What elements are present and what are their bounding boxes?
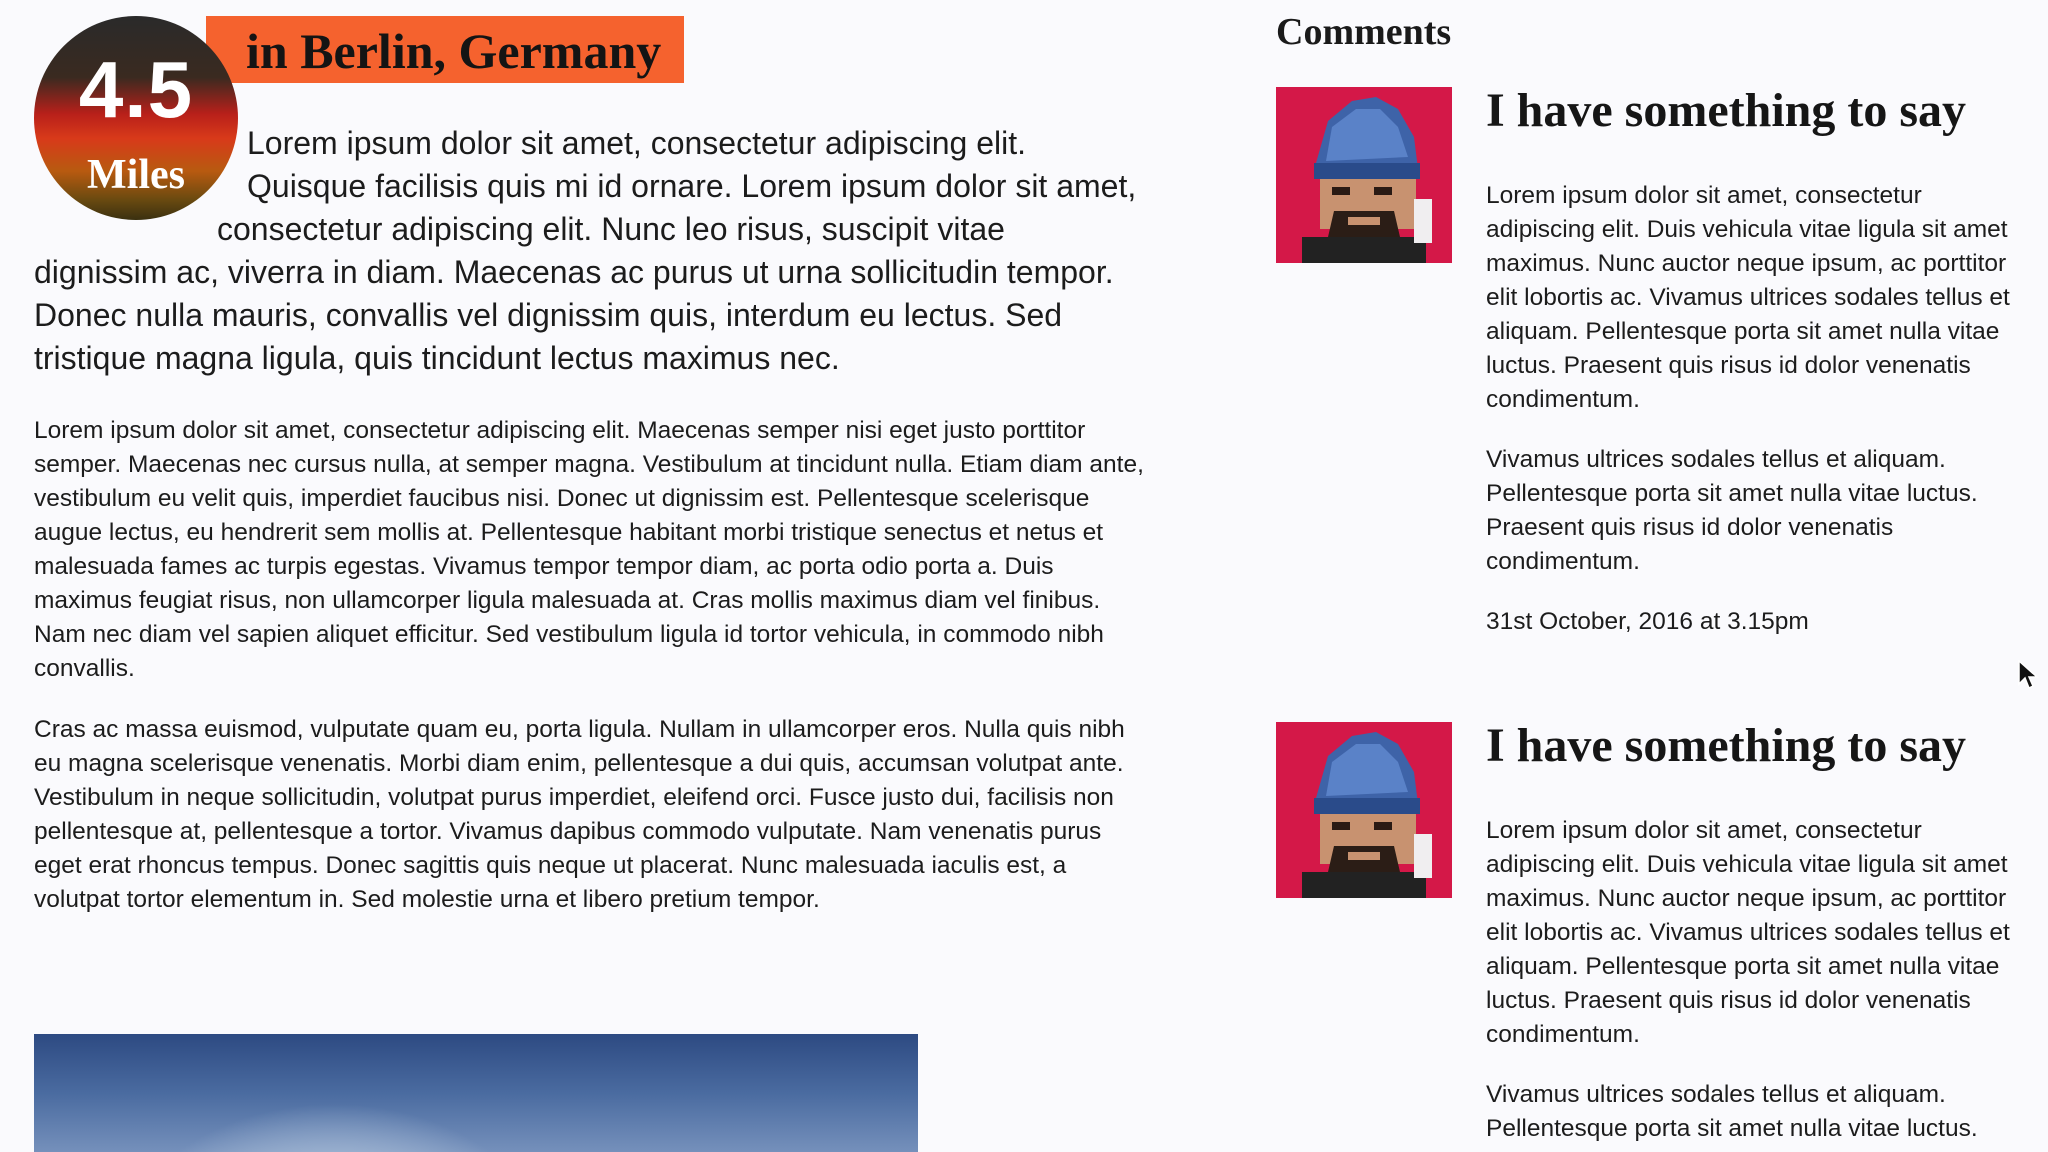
comment-title: I have something to say xyxy=(1486,84,1967,137)
comment-paragraph: Vivamus ultrices sodales tellus et aliquam. Pellentesque porta sit amet nulla vitae luctus. xyxy=(1486,1081,1978,1142)
comment-title: I have something to say xyxy=(1486,719,1967,772)
comments-heading: Comments xyxy=(1276,11,1452,53)
location-title: in Berlin, Germany xyxy=(246,23,662,79)
comment-paragraph: Vivamus ultrices sodales tellus et aliquam. Pellentesque porta sit amet nulla vitae luctus. Praesent quis risus id dolor venenatis condimentum. xyxy=(1486,446,1978,575)
article-paragraph: Cras ac massa euismod, vulputate quam eu, porta ligula. Nullam in ullamcorper eros. Nulla quis nibh eu magna scelerisque venenatis. Morbi diam enim, pellentesque a dui quis, accumsan volutpat ante. Vestibulum in neque sollicitudin, volutpat purus imperdiet, eleifend orci. Fusce justo dui, facilisis non pellentesque at, pellentesque a tortor. Vivamus dapibus commodo vulputate. Nam venenatis purus eget erat rhoncus tempus. Donec sagittis quis neque ut placerat. Nunc malesuada iaculis est, a volutpat tortor elementum in. Sed molestie urna et libero pretium tempor. xyxy=(34,716,1125,913)
distance-badge xyxy=(34,16,238,220)
comment-item xyxy=(1276,719,2016,1152)
article-photo xyxy=(34,1034,918,1152)
avatar-icon xyxy=(1276,87,1452,263)
comment-paragraph: Lorem ipsum dolor sit amet, consectetur adipiscing elit. Duis vehicula vitae ligula sit amet maximus. Nunc auctor neque ipsum, ac porttitor elit lobortis ac. Vivamus ultrices sodales tellus et aliquam. Pellentesque porta sit amet nulla vitae luctus. Praesent quis risus id dolor venenatis condimentum. xyxy=(1486,817,2010,1048)
comment-paragraph: Lorem ipsum dolor sit amet, consectetur adipiscing elit. Duis vehicula vitae ligula sit amet maximus. Nunc auctor neque ipsum, ac porttitor elit lobortis ac. Vivamus ultrices sodales tellus et aliquam. Pellentesque porta sit amet nulla vitae luctus. Praesent quis risus id dolor venenatis condimentum. xyxy=(1486,182,2010,413)
distance-value: 4.5 xyxy=(78,45,194,134)
location-title-bar xyxy=(206,16,684,83)
lead-paragraph: Lorem ipsum dolor sit amet, consectetur adipiscing elit. Quisque facilisis quis mi id ornare. Lorem ipsum dolor sit amet, consectetur adipiscing elit. Nunc leo risus, suscipit vitae dignissim ac, viverra in diam. Maecenas ac purus ut urna sollicitudin tempor. Donec nulla mauris, convallis vel dignissim quis, interdum eu lectus. Sed tristique magna ligula, quis tincidunt lectus maximus nec. xyxy=(34,125,1137,376)
article-paragraph: Lorem ipsum dolor sit amet, consectetur adipiscing elit. Maecenas semper nisi eget justo porttitor semper. Maecenas nec cursus nulla, at semper magna. Vestibulum at tincidunt nulla. Etiam diam ante, vestibulum eu velit quis, imperdiet faucibus nisi. Donec ut dignissim est. Pellentesque scelerisque augue lectus, eu hendrerit sem mollis at. Pellentesque habitant morbi tristique senectus et netus et malesuada fames ac turpis egestas. Vivamus tempor tempor diam, ac porta odio porta a. Duis maximus feugiat risus, non ullamcorper ligula malesuada at. Cras mollis maximus diam vel finibus. Nam nec diam vel sapien aliquet efficitur. Sed vestibulum ligula id tortor vehicula, in commodo nibh convallis. xyxy=(34,417,1144,682)
comment-item xyxy=(1276,84,2016,647)
mouse-pointer-icon xyxy=(2018,660,2040,690)
avatar-icon xyxy=(1276,722,1452,898)
comment-date: 31st October, 2016 at 3.15pm xyxy=(1486,608,1809,635)
distance-unit: Miles xyxy=(87,152,185,198)
